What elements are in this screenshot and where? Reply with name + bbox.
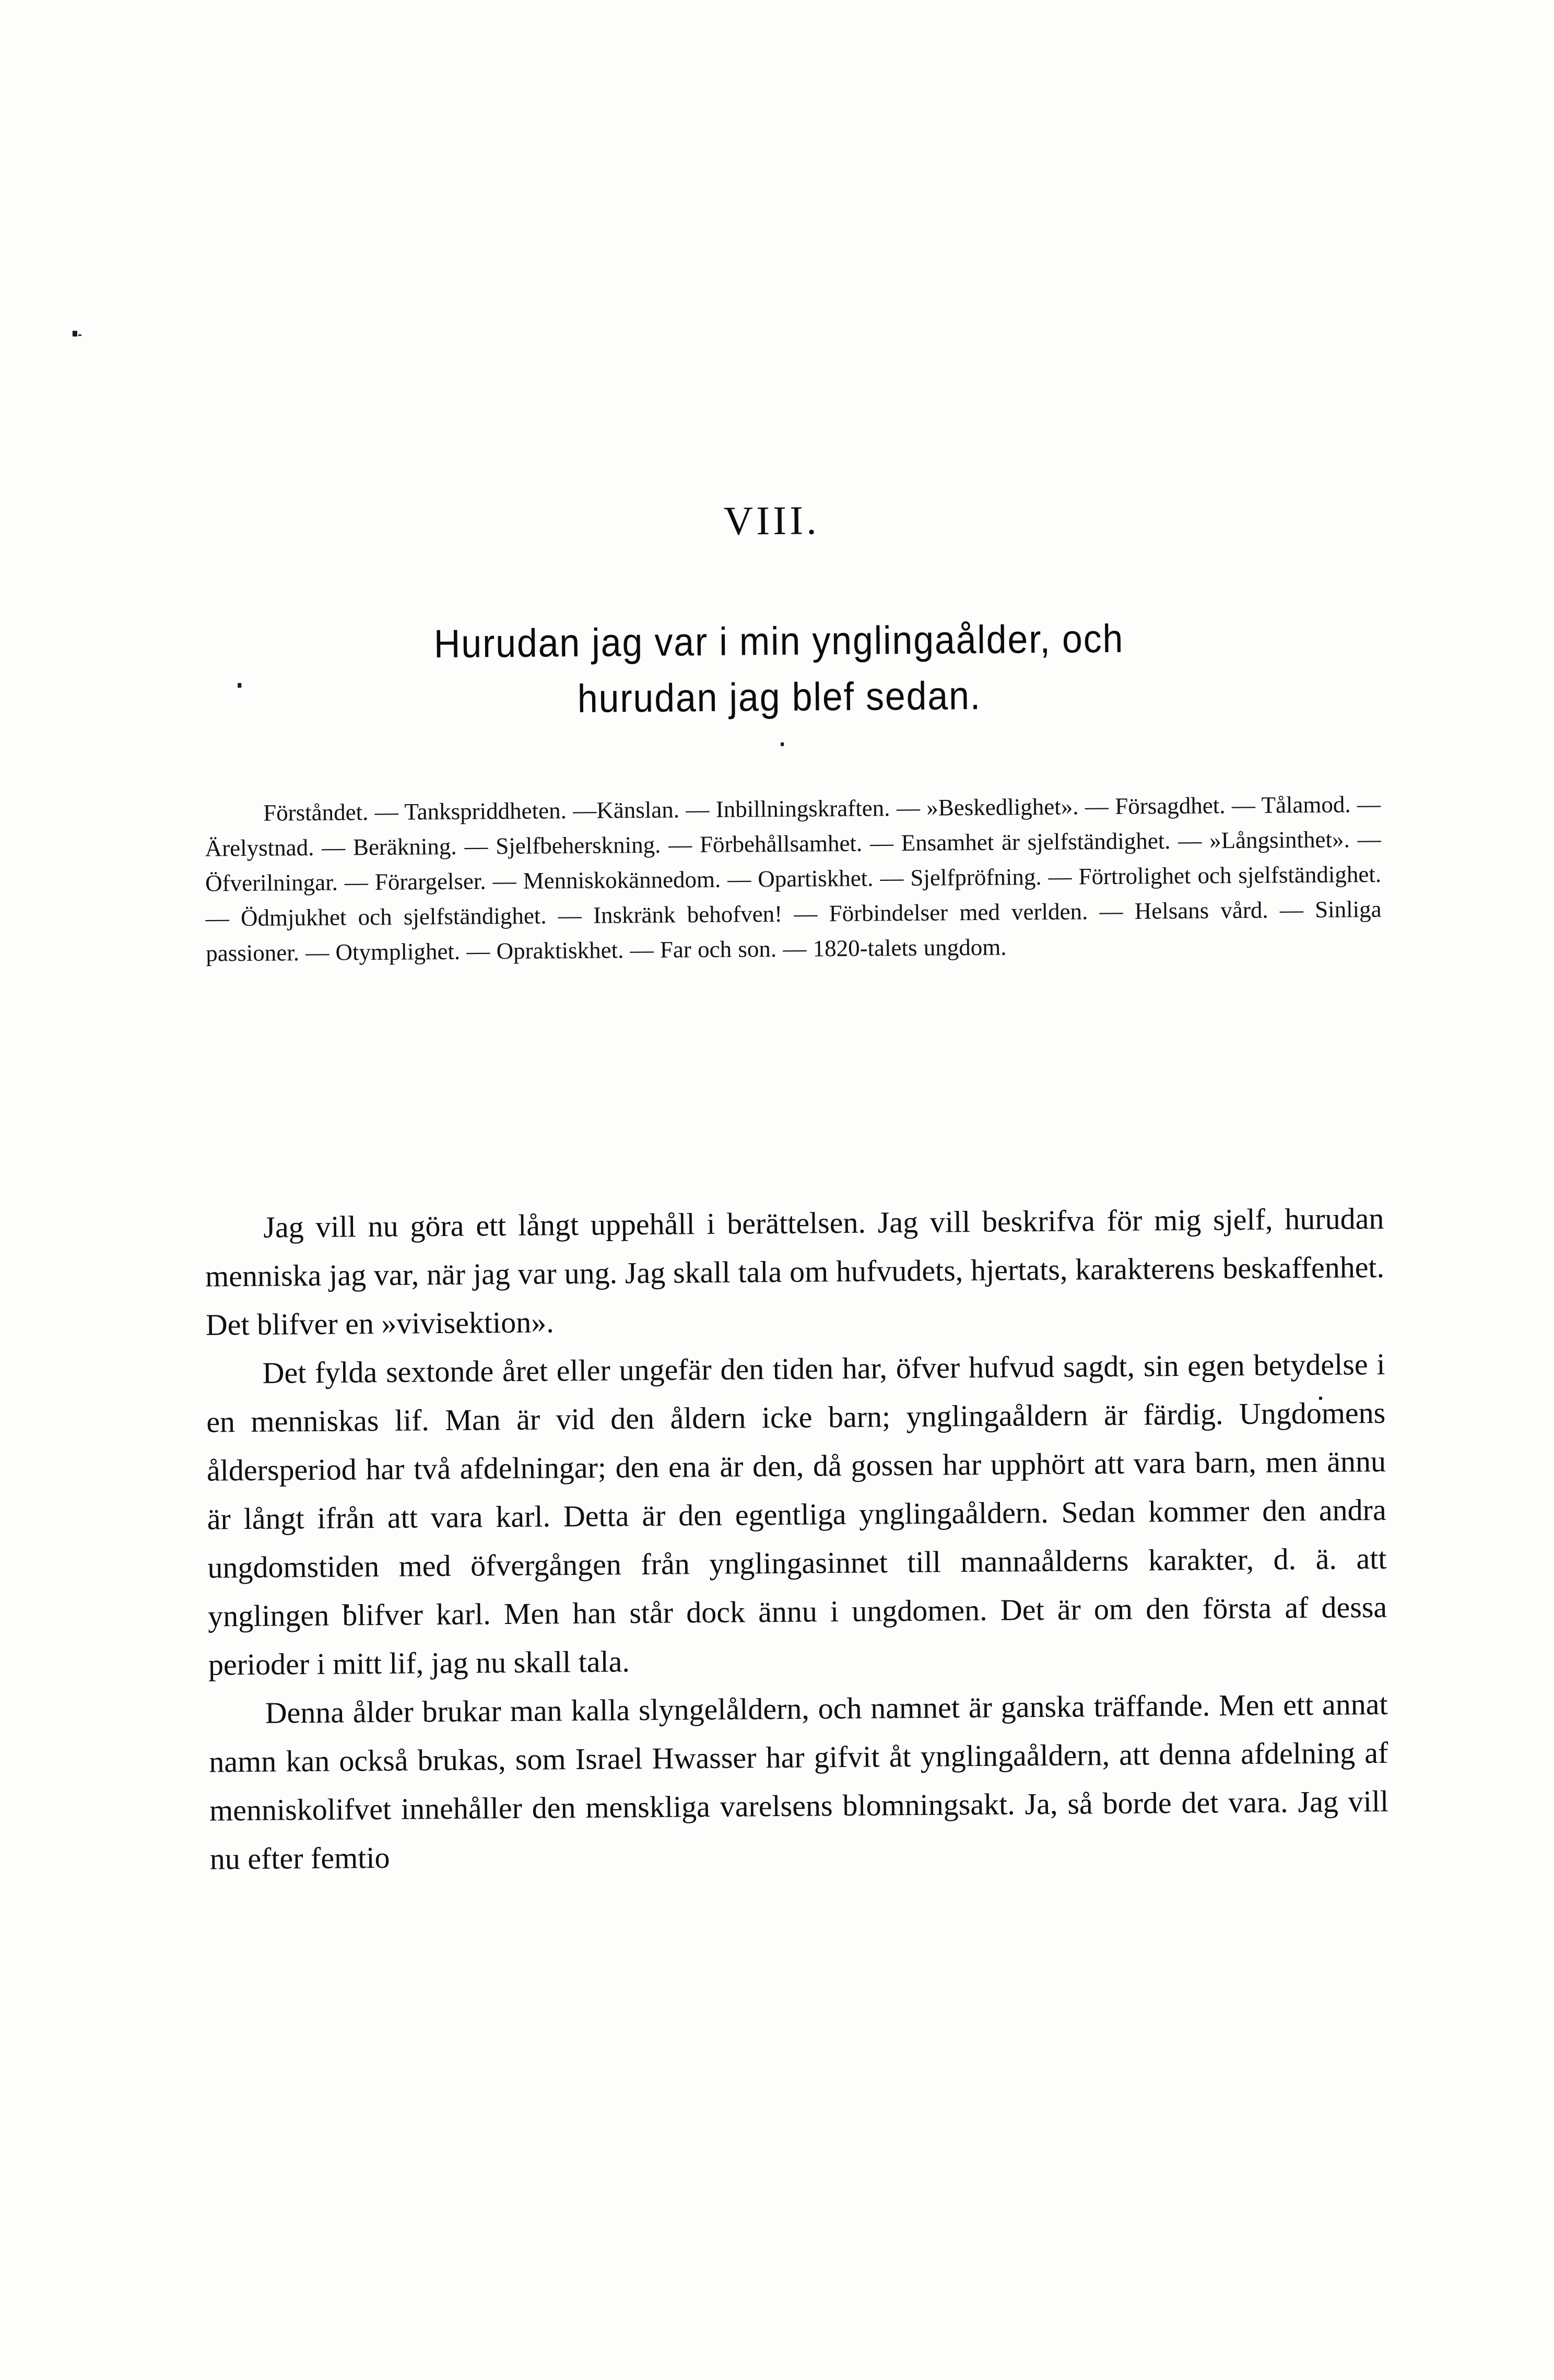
body-paragraph: Det fylda sextonde året eller ungefär den tiden har, öfver hufvud sagdt, sin egen betydelse i en menniskas lif. Man är vid den åldern icke barn; ynglingaåldern är färdig. Ungdomens åldersperiod har två afdelningar; den ena är den, då gossen har upphört att vara barn, men ännu är långt ifrån att vara karl. Detta är den egentliga ynglingaåldern. Sedan kommer den andra ungdomstiden med öfvergången från ynglingasinnet till mannaålderns karakter, d. ä. att ynglingen blifver karl. Men han står dock ännu i ungdomen. Det är om den första af dessa perioder i mitt lif, jag nu skall tala. — [206, 1347, 1387, 1682]
scan-speck — [73, 331, 77, 336]
chapter-title — [260, 609, 1299, 729]
scan-speck — [78, 334, 81, 336]
chapter-abstract: Förståndet. — Tankspriddheten. —Känslan. — Inbillningskraften. — »Beskedlighet». — Försagdhet. — Tålamod. — Ärelystnad. — Beräkning. — Sjelfbeherskning. — Förbehållsamhet. — Ensamhet är sjelfständighet. — »Långsinthet». — Öfverilningar. — Förargelser. — Menniskokännedom. — Opartiskhet. — Sjelfpröfning. — Förtrolighet och sjelfständighet. — Ödmjukhet och sjelfständighet. — Inskränk behofven! — Förbindelser med verlden. — Helsans vård. — Sinliga passioner. — Otymplighet. — Opraktiskhet. — Far och son. — 1820-talets ungdom. — [205, 791, 1382, 967]
body-text — [205, 1194, 1389, 1883]
chapter-title-line-1: Hurudan jag var i min ynglingaålder, och — [433, 616, 1124, 667]
scan-speck — [238, 683, 241, 688]
body-paragraph: Denna ålder brukar man kalla slyngelåldern, och namnet är ganska träffande. Men ett annat namn kan också brukas, som Israel Hwasser har gifvit åt ynglingaåldern, att denna afdelning af menniskolifvet innehåller den menskliga varelsens blomningsakt. Ja, så borde det vara. Jag vill nu efter femtio — [209, 1687, 1389, 1876]
scan-speck — [781, 743, 784, 746]
chapter-number: VIII. — [723, 497, 820, 544]
chapter-title-line-2: hurudan jag blef sedan. — [577, 673, 982, 721]
body-paragraph: Jag vill nu göra ett långt uppehåll i berättelsen. Jag vill beskrifva för mig sjelf, hurudan menniska jag var, när jag var ung. Jag skall tala om hufvudets, hjertats, karakterens beskaffenhet. Det blifver en »vivisektion». — [205, 1201, 1385, 1342]
